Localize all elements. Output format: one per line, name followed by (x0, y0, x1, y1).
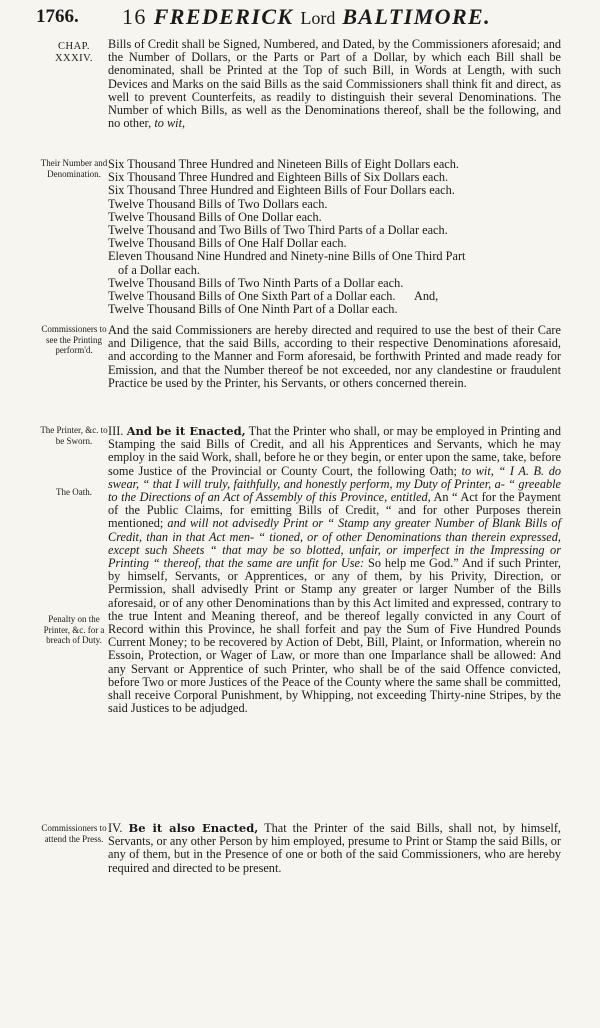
list-item: Twelve Thousand Bills of One Ninth Part of a Dollar each. (108, 302, 398, 317)
list-item: Six Thousand Three Hundred and Eighteen Bills of Four Dollars each. (108, 183, 455, 198)
page-title (122, 4, 491, 30)
paragraph-1-text: Bills of Credit shall be Signed, Numbered, and Dated, by the Commissioners aforesaid; and the Number of Dollars, or the Parts or Part of a Dollar, by which each Bill shall be denominated, shall be Printed at the Top of such Bill, in Words at Length, with such Devices and Marks on the said Bills as the said Commissioners shall think fit and direct, as well to prevent Counterfeits, as readily to distinguish their several Denominations. The Number of which Bills, as well as the Denominations thereof, shall be the following, and no other, (108, 37, 561, 131)
title-name: FREDERICK (153, 4, 294, 29)
section-3 (108, 425, 561, 715)
list-item-continuation: of a Dollar each. (118, 262, 200, 277)
margin-note-penalty: Penalty on the Printer, &c. for a breach of Duty. (43, 614, 105, 645)
section-4-text: That the Printer of the said Bills, shall not, by himself, Servants, or any other Person by him employed, presume to Print or Stamp the said Bills, or any of them, but in the Presence of one or both of the said Commissioners, who are hereby required and directed to be present. (108, 821, 562, 875)
section-4 (108, 822, 561, 875)
margin-note-printer-sworn: The Printer, &c. to be Sworn. (40, 425, 108, 446)
paragraph-commissioners-directed (108, 324, 561, 390)
margin-note-commissioners: Commissioners to see the Printing perform'd. (41, 324, 107, 355)
page-number: 16 (122, 4, 147, 29)
act-title: An “ Act for the Payment of the Public Claims, for emitting Bills of Credit, “ and for other Purposes therein mentioned; (108, 490, 561, 531)
oath-text-a: “ I A. B. do swear, “ that I will truly, faithfully, and honestly perform, my Duty of Printer, a- “ greeable to the Directions of an Act of Assembly of this Province, entitled, (108, 463, 562, 505)
list-item: Twelve Thousand Bills of Two Dollars each. (108, 196, 328, 211)
margin-note-attend-press: Commissioners to attend the Press. (41, 823, 107, 844)
title-surname: BALTIMORE. (342, 4, 491, 29)
list-connector: And, (413, 289, 439, 304)
margin-note-oath: The Oath. (56, 487, 92, 497)
section-3-number: III. (108, 424, 124, 438)
list-item: Twelve Thousand Bills of One Half Dollar each. (108, 236, 347, 251)
margin-note-numbers: Their Number and Denomination. (40, 158, 108, 179)
list-item: Twelve Thousand Bills of Two Ninth Parts of a Dollar each. (108, 275, 404, 290)
paragraph-2-text: And the said Commissioners are hereby directed and required to use the best of their Care and Diligence, that the said Bills, according to their respective Denominations aforesaid, and according to the Manner and Form aforesaid, be forthwith Printed and made ready for Emission, and that the Number thereof be not exceeded, nor any clandestine or fraudulent Practice be used by the Printer, his Servants, or others concerned therein. (108, 323, 561, 390)
section-4-heading: Be it also Enacted, (128, 821, 259, 835)
list-item: Twelve Thousand Bills of One Dollar each. (108, 209, 322, 224)
section-3-text-b: And if such Printer, by himself, Servants, or Apprentices, or any of them, by his Privity, Direction, or Permission, shall advisedly Print or Stamp any greater or larger Number of the Bills aforesaid, or of any other Denominations than by this Act limited and expressed, contrary to the true Intent and Meaning thereof, and be thereof legally convicted in any Court of Record within this Province, he shall forfeit and pay the Sum of Five Hundred Pounds Current Money; to be recovered by Action of Debt, Bill, Plaint, or Information, wherein no Essoin, Protection, or Wager of Law, or more than one Imparlance shall be allowed: And any Servant or Apprentice of such Printer, who shall be of the said Offence convicted, before Two or more Justices of the Peace of the County where the same shall be committed, shall receive Corporal Punishment, by Whipping, not exceeding Thirty-nine Stripes, by the said Justices to be adjudged. (108, 556, 561, 716)
oath-end: So help me God.” (368, 556, 459, 571)
to-wit: to wit, (154, 116, 186, 131)
denominations-list (108, 158, 561, 316)
page-header (0, 4, 600, 34)
section-3-to-wit: to wit, (461, 463, 494, 478)
paragraph-bills-of-credit (108, 38, 561, 130)
page-year: 1766. (36, 6, 79, 27)
list-item: Eleven Thousand Nine Hundred and Ninety-nine Bills of One Third Part (108, 249, 466, 264)
section-3-text-a: That the Printer who shall, or may be employed in Printing and Stamping the said Bills of Credit, and all his Apprentices and Servants, which he may employ in the said Work, shall, before he or they begin, or enter upon the same, take, before some Justice of the Provincial or County Court, the following Oath; (108, 424, 561, 478)
section-4-number: IV. (108, 821, 123, 835)
list-item: Six Thousand Three Hundred and Eighteen Bills of Six Dollars each. (108, 170, 449, 185)
list-item: Twelve Thousand and Two Bills of Two Third Parts of a Dollar each. (108, 223, 448, 238)
chapter-label: CHAP. XXXIV. (54, 41, 94, 64)
oath-text-b: and will not advisedly Print or “ Stamp any greater Number of Blank Bills of Credit, than in that Act men- “ tioned, or of other Denominations than therein expressed, except such Sheets “ that may be so blotted, unfair, or imperfect in the Impressing or Printing “ thereof, that the same are unfit for Use: (108, 516, 561, 571)
section-3-heading: And be it Enacted, (126, 424, 246, 438)
title-lord: Lord (300, 8, 336, 28)
list-item-text: Twelve Thousand Bills of One Sixth Part of a Dollar each. (108, 289, 396, 304)
list-item: Six Thousand Three Hundred and Nineteen Bills of Eight Dollars each. (108, 157, 459, 171)
